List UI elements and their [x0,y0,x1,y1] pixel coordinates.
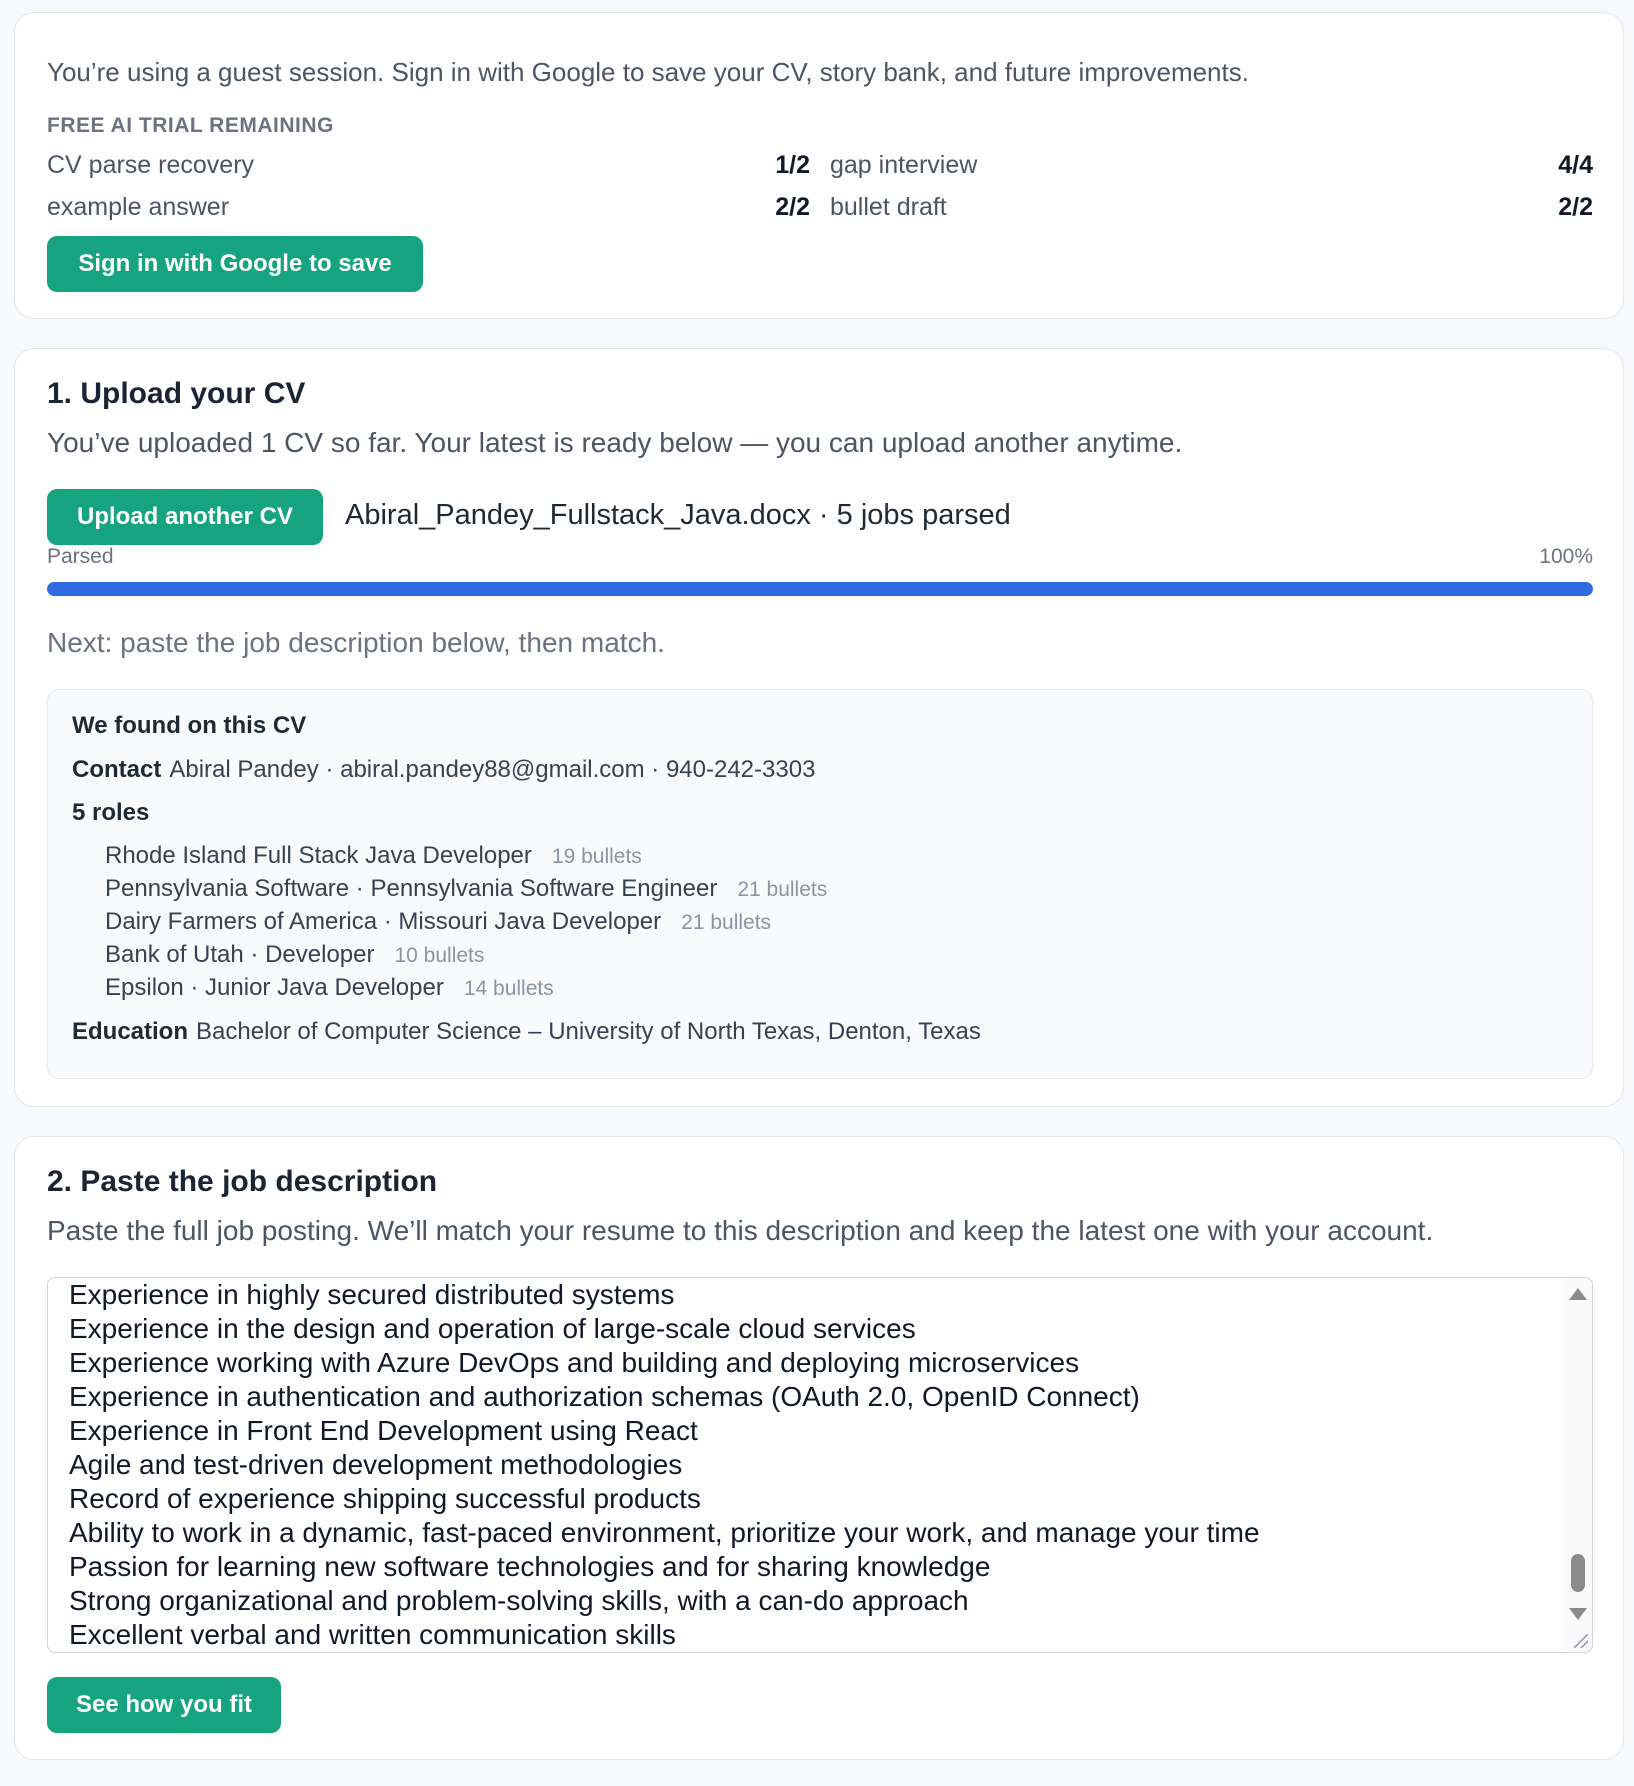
jd-line: Record of experience shipping successful products [69,1483,701,1514]
parse-progress-bar [47,582,1593,596]
roles-count: 5 roles [72,799,150,826]
parse-progress-fill [47,582,1593,596]
role-name: Bank of Utah · Developer [105,941,375,968]
education-value: Bachelor of Computer Science – University of North Texas, Denton, Texas [196,1018,981,1045]
upload-another-cv-button[interactable]: Upload another CV [47,489,323,545]
trial-value: 2/2 [1558,193,1593,221]
job-description-textarea[interactable] [47,1277,1593,1653]
scroll-down-arrow-icon[interactable] [1569,1608,1587,1620]
resize-grip-icon[interactable] [1574,1634,1588,1648]
trial-label: example answer [47,193,230,221]
list-item [105,941,827,974]
uploaded-file-summary: Abiral_Pandey_Fullstack_Java.docx · 5 jobs parsed [345,499,1011,531]
job-description-title: 2. Paste the job description [47,1165,438,1198]
jd-line: Experience working with Azure DevOps and building and deploying microservices [69,1347,1080,1378]
textarea-scrollbar[interactable] [1564,1278,1592,1652]
job-description-text[interactable] [69,1278,1260,1652]
trial-heading: FREE AI TRIAL REMAINING [47,114,334,137]
guest-session-card [14,12,1624,319]
list-item [105,974,827,1007]
scroll-up-arrow-icon[interactable] [1569,1288,1587,1300]
jd-line: Agile and test-driven development methodologies [69,1449,683,1480]
jd-line: Experience in authentication and authorization schemas (OAuth 2.0, OpenID Connect) [69,1381,1140,1412]
cv-summary-title: We found on this CV [72,712,307,739]
guest-session-note: You’re using a guest session. Sign in with Google to save your CV, story bank, and future improvements. [47,57,1249,87]
roles-list [105,842,827,1007]
list-item [105,908,827,941]
jd-line: Experience in Front End Development using React [69,1415,698,1446]
jd-line: Passion for learning new software technologies and for sharing knowledge [69,1551,991,1582]
role-bullet-count: 10 bullets [394,944,485,967]
education-label: Education [72,1018,189,1045]
jd-line: Strong organizational and problem-solving skills, with a can-do approach [69,1585,969,1616]
jd-line: Experience in the design and operation of large-scale cloud services [69,1313,916,1344]
contact-label: Contact [72,756,162,783]
trial-usage-grid [47,151,1593,221]
trial-item-cv-parse-recovery [47,151,810,179]
list-item [105,842,827,875]
progress-percent: 100% [1539,545,1593,568]
role-name: Rhode Island Full Stack Java Developer [105,842,532,869]
role-bullet-count: 14 bullets [463,977,554,1000]
cv-summary-box [47,689,1593,1079]
contact-value: Abiral Pandey · abiral.pandey88@gmail.com · 940-242-3303 [169,756,816,783]
trial-value: 2/2 [775,193,810,221]
jd-line: Ability to work in a dynamic, fast-paced environment, prioritize your work, and manage your time [69,1517,1260,1548]
upload-cv-subtitle: You’ve uploaded 1 CV so far. Your latest is ready below — you can upload another anytime. [47,427,1183,458]
upload-cv-title: 1. Upload your CV [47,377,306,410]
role-bullet-count: 19 bullets [551,845,642,868]
see-how-you-fit-button[interactable]: See how you fit [47,1677,281,1733]
trial-label: CV parse recovery [47,151,255,179]
progress-label: Parsed [47,545,114,568]
education-row [72,1018,981,1046]
trial-label: bullet draft [830,193,947,221]
contact-row [72,756,815,784]
role-name: Epsilon · Junior Java Developer [105,974,444,1001]
next-step-note: Next: paste the job description below, then match. [47,627,665,658]
upload-cv-card [14,348,1624,1107]
trial-item-bullet-draft [830,193,1593,221]
trial-value: 1/2 [775,151,810,179]
sign-in-google-button[interactable]: Sign in with Google to save [47,236,423,292]
job-description-subtitle: Paste the full job posting. We’ll match your resume to this description and keep the latest one with your account. [47,1215,1434,1246]
trial-label: gap interview [830,151,978,179]
role-bullet-count: 21 bullets [681,911,772,934]
trial-item-example-answer [47,193,810,221]
role-name: Pennsylvania Software · Pennsylvania Software Engineer [105,875,718,902]
job-description-card [14,1136,1624,1760]
trial-value: 4/4 [1558,151,1593,179]
list-item [105,875,827,908]
trial-item-gap-interview [830,151,1593,179]
jd-line: Experience in highly secured distributed systems [69,1279,675,1310]
role-bullet-count: 21 bullets [737,878,828,901]
jd-line: Excellent verbal and written communication skills [69,1619,676,1650]
scrollbar-thumb[interactable] [1571,1554,1585,1592]
role-name: Dairy Farmers of America · Missouri Java Developer [105,908,662,935]
